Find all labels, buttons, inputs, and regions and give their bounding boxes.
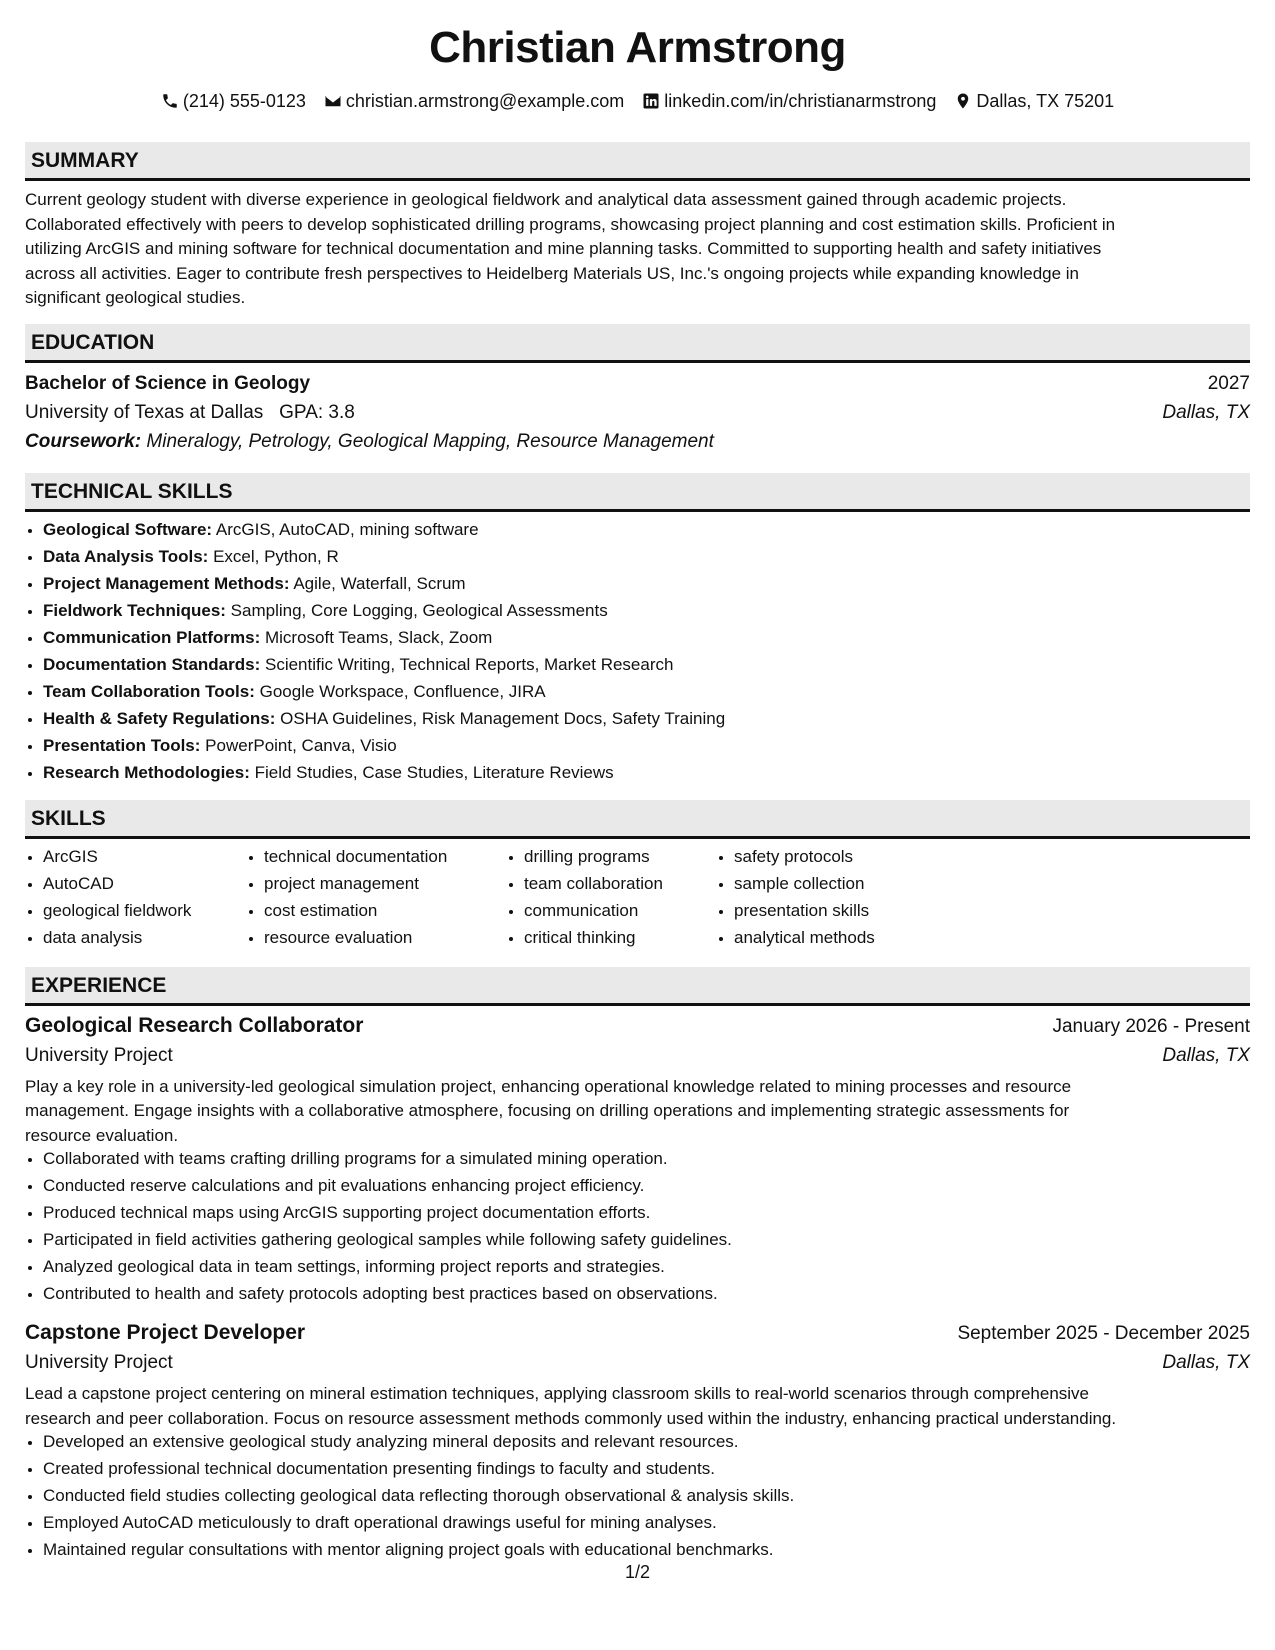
list-item: • Conducted field studies collecting geological data reflecting thorough observational & analysis skills. bbox=[43, 1482, 1250, 1509]
job-bullets bbox=[25, 1145, 1250, 1307]
list-item: • presentation skills bbox=[734, 897, 934, 924]
list-item: • communication bbox=[524, 897, 707, 924]
technical-skills-list bbox=[25, 516, 1250, 786]
coursework-list: Mineralogy, Petrology, Geological Mapping, Resource Management bbox=[146, 430, 714, 452]
list-item: • Employed AutoCAD meticulously to draft operational drawings useful for mining analyses. bbox=[43, 1509, 1250, 1536]
list-item: • critical thinking bbox=[524, 924, 707, 951]
coursework-label: Coursework: bbox=[25, 430, 142, 452]
list-item: • Contributed to health and safety protocols adopting best practices based on observations. bbox=[43, 1280, 1250, 1307]
list-item: • Communication Platforms: Microsoft Teams, Slack, Zoom bbox=[43, 624, 1250, 651]
technical-skills-heading: TECHNICAL SKILLS bbox=[25, 473, 1250, 512]
map-pin-icon bbox=[954, 92, 972, 110]
description-line: Lead a capstone project centering on mineral estimation techniques, applying classroom skills to real-world scenarios through comprehensive bbox=[25, 1384, 1090, 1403]
job-title: Geological Research Collaborator bbox=[25, 1013, 364, 1037]
job-dates: January 2026 - Present bbox=[1052, 1015, 1250, 1037]
job-location: Dallas, TX bbox=[1162, 1352, 1250, 1373]
list-item: • analytical methods bbox=[734, 924, 934, 951]
job-org: University Project bbox=[25, 1352, 173, 1373]
location-text: Dallas, TX 75201 bbox=[976, 91, 1115, 111]
job-dates: September 2025 - December 2025 bbox=[957, 1323, 1250, 1344]
page-number: 1/2 bbox=[624, 1562, 651, 1582]
list-item: • resource evaluation bbox=[264, 924, 497, 951]
contact-email[interactable] bbox=[324, 90, 624, 112]
summary-text bbox=[25, 188, 1250, 311]
list-item: • Geological Software: ArcGIS, AutoCAD, mining software bbox=[43, 516, 1250, 543]
experience-heading: EXPERIENCE bbox=[25, 967, 1250, 1006]
skills-column bbox=[246, 843, 497, 951]
description-line: resource evaluation. bbox=[25, 1125, 179, 1145]
school-location: Dallas, TX bbox=[1162, 401, 1250, 423]
job-bullets bbox=[25, 1428, 1250, 1563]
linkedin-icon bbox=[642, 92, 660, 110]
list-item: • Participated in field activities gathering geological samples while following safety guidelines. bbox=[43, 1226, 1250, 1253]
list-item: • Fieldwork Techniques: Sampling, Core Logging, Geological Assessments bbox=[43, 597, 1250, 624]
description-line: management. Engage insights with a collaborative atmosphere, focusing on drilling operations and implementing strategic assessments for bbox=[25, 1101, 1070, 1120]
candidate-name: Christian Armstrong bbox=[429, 23, 846, 72]
summary-line: significant geological studies. bbox=[25, 288, 246, 307]
summary-line: Collaborated effectively with peers to develop sophisticated drilling programs, showcasing project planning and cost estimation skills. Proficient in bbox=[25, 214, 1116, 234]
linkedin-text: linkedin.com/in/christianarmstrong bbox=[664, 91, 937, 111]
resume-page bbox=[25, 0, 1250, 1563]
list-item: • Conducted reserve calculations and pit evaluations enhancing project efficiency. bbox=[43, 1172, 1250, 1199]
email-text: christian.armstrong@example.com bbox=[345, 91, 625, 111]
graduation-year: 2027 bbox=[1207, 372, 1250, 394]
job-entry bbox=[25, 1010, 1250, 1308]
list-item: • Maintained regular consultations with mentor aligning project goals with educational benchmarks. bbox=[43, 1536, 1250, 1563]
coursework bbox=[25, 427, 1250, 456]
list-item: • Analyzed geological data in team settings, informing project reports and strategies. bbox=[43, 1253, 1250, 1280]
contact-linkedin[interactable] bbox=[642, 90, 936, 112]
skills-column bbox=[716, 843, 934, 951]
list-item: • team collaboration bbox=[524, 870, 707, 897]
list-item: • drilling programs bbox=[524, 843, 707, 870]
skills-grid bbox=[25, 843, 1250, 951]
education-entry bbox=[25, 369, 1250, 456]
list-item: • Data Analysis Tools: Excel, Python, R bbox=[43, 543, 1250, 570]
list-item: • Presentation Tools: PowerPoint, Canva, Visio bbox=[43, 732, 1250, 759]
summary-line: across all activities. Eager to contribute fresh perspectives to Heidelberg Materials US, Inc.'s ongoing projects while expanding knowledge in bbox=[25, 263, 1080, 283]
list-item: • Produced technical maps using ArcGIS supporting project documentation efforts. bbox=[43, 1199, 1250, 1226]
contact-bar bbox=[25, 90, 1250, 112]
list-item: • sample collection bbox=[734, 870, 934, 897]
phone-text: (214) 555-0123 bbox=[182, 91, 306, 111]
list-item: • Collaborated with teams crafting drilling programs for a simulated mining operation. bbox=[43, 1145, 1250, 1172]
list-item: • Research Methodologies: Field Studies, Case Studies, Literature Reviews bbox=[43, 759, 1250, 786]
job-description bbox=[25, 1382, 1250, 1431]
list-item: • Created professional technical documentation presenting findings to faculty and students. bbox=[43, 1455, 1250, 1482]
list-item: • project management bbox=[264, 870, 497, 897]
list-item: • data analysis bbox=[43, 924, 237, 951]
list-item: • safety protocols bbox=[734, 843, 934, 870]
summary-line: Current geology student with diverse experience in geological fieldwork and analytical data assessment gained through academic projects. bbox=[25, 190, 1067, 209]
education-heading: EDUCATION bbox=[25, 324, 1250, 363]
gpa: GPA: 3.8 bbox=[279, 401, 355, 423]
skills-heading: SKILLS bbox=[25, 800, 1250, 839]
skills-column bbox=[506, 843, 707, 951]
school-name: University of Texas at Dallas bbox=[25, 401, 264, 423]
list-item: • AutoCAD bbox=[43, 870, 237, 897]
contact-location bbox=[954, 90, 1114, 112]
list-item: • Team Collaboration Tools: Google Workspace, Confluence, JIRA bbox=[43, 678, 1250, 705]
list-item: • Developed an extensive geological study analyzing mineral deposits and relevant resources. bbox=[43, 1428, 1250, 1455]
list-item: • Health & Safety Regulations: OSHA Guidelines, Risk Management Docs, Safety Training bbox=[43, 705, 1250, 732]
list-item: • technical documentation bbox=[264, 843, 497, 870]
skills-column bbox=[25, 843, 237, 951]
school-line bbox=[25, 398, 355, 427]
list-item: • cost estimation bbox=[264, 897, 497, 924]
job-description bbox=[25, 1075, 1250, 1149]
job-org: University Project bbox=[25, 1044, 173, 1066]
phone-icon bbox=[161, 92, 179, 110]
list-item: • ArcGIS bbox=[43, 843, 237, 870]
job-location: Dallas, TX bbox=[1162, 1044, 1250, 1066]
description-line: Play a key role in a university-led geological simulation project, enhancing operational knowledge related to mining processes and resource bbox=[25, 1076, 1072, 1096]
list-item: • geological fieldwork bbox=[43, 897, 237, 924]
summary-line: utilizing ArcGIS and mining software for technical documentation and mine planning tasks. Committed to supporting health and safety initiatives bbox=[25, 239, 1102, 258]
list-item: • Documentation Standards: Scientific Writing, Technical Reports, Market Research bbox=[43, 651, 1250, 678]
contact-phone bbox=[161, 90, 306, 112]
description-line: research and peer collaboration. Focus on resource assessment methods commonly used within the industry, enhancing practical understanding. bbox=[25, 1408, 1117, 1428]
job-entry bbox=[25, 1317, 1250, 1563]
list-item: • Project Management Methods: Agile, Waterfall, Scrum bbox=[43, 570, 1250, 597]
job-title: Capstone Project Developer bbox=[25, 1321, 306, 1344]
degree: Bachelor of Science in Geology bbox=[25, 372, 311, 394]
envelope-icon bbox=[324, 92, 342, 110]
summary-heading: SUMMARY bbox=[25, 142, 1250, 181]
